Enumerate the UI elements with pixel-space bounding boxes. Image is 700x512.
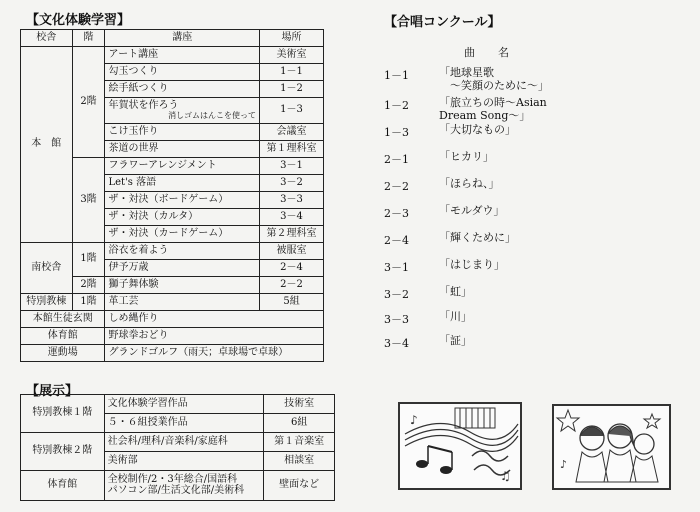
- svg-text:♪: ♪: [560, 458, 568, 471]
- course-cell: フラワーアレンジメント: [105, 158, 260, 175]
- song-title: 「ほらね、」: [439, 177, 500, 190]
- exhibit-item: 文化体験学習作品: [104, 395, 264, 414]
- place-cell: 2－2: [260, 277, 324, 294]
- place-cell: 美術室: [260, 47, 324, 64]
- building-tokubetsu: 特別教棟: [21, 294, 73, 311]
- exhibit-room: 相談室: [264, 452, 335, 471]
- song-number: 2－4: [384, 234, 409, 247]
- exhibit-place: 特別教棟１階: [21, 395, 105, 433]
- song-number: 1－2: [384, 99, 409, 112]
- song-number: 3－2: [384, 288, 409, 301]
- music-illustration-svg: [400, 404, 520, 488]
- exhibit-item: 社会科/理科/音楽科/家庭科: [104, 433, 264, 452]
- exhibit-item: ５・６組授業作品: [104, 414, 264, 433]
- exhibit-item-line1: 全校制作/2・3年総合/国語科: [107, 474, 238, 485]
- location-gym: 体育館: [21, 328, 105, 345]
- table-row: [21, 311, 324, 328]
- place-cell: 1－1: [260, 64, 324, 81]
- table-row: [21, 47, 324, 64]
- song-title: 「虹」: [439, 285, 472, 298]
- place-cell: 2－4: [260, 260, 324, 277]
- song-title: 「はじまり」: [439, 258, 505, 271]
- place-cell: 1－3: [260, 98, 324, 124]
- table-row: [21, 294, 324, 311]
- place-cell: 3－4: [260, 209, 324, 226]
- place-cell: 会議室: [260, 124, 324, 141]
- song-title-line2: ～笑顔のために～」: [439, 78, 549, 92]
- course-cell: こけ玉作り: [105, 124, 260, 141]
- exhibit-room: 6組: [264, 414, 335, 433]
- place-cell: 第２理科室: [260, 226, 324, 243]
- floor-2f-nankou: 2階: [72, 277, 105, 294]
- song-title: 「川」: [439, 310, 472, 323]
- song-number: 2－3: [384, 207, 409, 220]
- song-number: 3－1: [384, 261, 409, 274]
- course-cell: ザ・対決（カルタ）: [105, 209, 260, 226]
- course-cell: 茶道の世界: [105, 141, 260, 158]
- building-nankou: 南校舎: [21, 243, 73, 294]
- course-cell: しめ縄作り: [105, 311, 324, 328]
- singers-illustration: [552, 404, 671, 490]
- song-number: 1－3: [384, 126, 409, 139]
- song-number: 3－3: [384, 313, 409, 326]
- floor-1f: 1階: [72, 243, 105, 277]
- table-row: [21, 328, 324, 345]
- course-cell: 革工芸: [105, 294, 260, 311]
- song-number: 1－1: [384, 69, 409, 82]
- floor-3f: 3階: [72, 158, 105, 243]
- song-title: 「モルダウ」: [439, 204, 505, 217]
- exhibit-section-title: 【展示】: [26, 384, 79, 399]
- course-cell: Let's 落語: [105, 175, 260, 192]
- header-course: 講座: [105, 30, 260, 47]
- culture-header-row: [21, 30, 324, 47]
- culture-section-title: 【文化体験学習】: [26, 13, 131, 28]
- song-title-line2: Dream Song～」: [439, 108, 531, 122]
- place-cell: 第１理科室: [260, 141, 324, 158]
- exhibit-table: [20, 394, 335, 501]
- exhibit-room: 技術室: [264, 395, 335, 414]
- exhibit-item-multiline: [104, 471, 264, 501]
- course-cell: 浴衣を着よう: [105, 243, 260, 260]
- course-cell: 絵手紙つくり: [105, 81, 260, 98]
- course-cell: グランドゴルフ（雨天；卓球場で卓球）: [105, 345, 324, 362]
- svg-text:♫: ♫: [500, 469, 511, 483]
- song-title: 「輝くために」: [439, 231, 516, 244]
- table-row: [21, 433, 335, 452]
- table-row: [21, 471, 335, 501]
- song-title: 「大切なもの」: [439, 123, 516, 136]
- singers-illustration-svg: [554, 406, 669, 488]
- course-cell: 野球拳おどり: [105, 328, 324, 345]
- course-cell: ザ・対決（ボードゲーム）: [105, 192, 260, 209]
- table-row: [21, 345, 324, 362]
- song-title: 「証」: [439, 334, 472, 347]
- place-cell: 被服室: [260, 243, 324, 260]
- place-cell: 5組: [260, 294, 324, 311]
- header-building: 校舎: [21, 30, 73, 47]
- song-title: 「ヒカリ」: [439, 150, 494, 163]
- location-field: 運動場: [21, 345, 105, 362]
- course-cell-with-note: [105, 98, 260, 124]
- song-title: [439, 67, 549, 92]
- exhibit-item: 美術部: [104, 452, 264, 471]
- song-number: 3－4: [384, 337, 409, 350]
- course-cell: 勾玉つくり: [105, 64, 260, 81]
- location-genkan: 本館生徒玄関: [21, 311, 105, 328]
- music-notes-illustration: [398, 402, 522, 490]
- exhibit-place: 特別教棟２階: [21, 433, 105, 471]
- song-title-line1: 「旅立ちの時～Asian: [439, 96, 547, 109]
- table-row: [21, 395, 335, 414]
- exhibit-room: 壁面など: [264, 471, 335, 501]
- exhibit-room: 第１音楽室: [264, 433, 335, 452]
- place-cell: 3－3: [260, 192, 324, 209]
- place-cell: 3－1: [260, 158, 324, 175]
- course-cell: 伊予万歳: [105, 260, 260, 277]
- course-note: 消しゴムはんこを使って: [168, 110, 257, 120]
- exhibit-item-line2: パソコン部/生活文化部/美術科: [107, 484, 245, 496]
- song-number: 2－1: [384, 153, 409, 166]
- floor-1f-tokubetsu: 1階: [72, 294, 105, 311]
- culture-table: [20, 29, 324, 362]
- song-title: [439, 97, 547, 122]
- song-title-line1: 「地球星歌: [439, 66, 494, 79]
- table-row: [21, 243, 324, 260]
- place-cell: 1－2: [260, 81, 324, 98]
- course-label: 年賀状を作ろう: [108, 100, 179, 112]
- course-cell: ザ・対決（カードゲーム）: [105, 226, 260, 243]
- svg-text:♪: ♪: [410, 413, 418, 427]
- chorus-section-title: 【合唱コンクール】: [384, 15, 501, 30]
- header-place: 場所: [260, 30, 324, 47]
- course-cell: アート講座: [105, 47, 260, 64]
- floor-2f: 2階: [72, 47, 105, 158]
- building-honkan: 本 館: [21, 47, 73, 243]
- exhibit-place: 体育館: [21, 471, 105, 501]
- song-number: 2－2: [384, 180, 409, 193]
- course-cell: 獅子舞体験: [105, 277, 260, 294]
- song-column-title: 曲 名: [464, 46, 515, 59]
- place-cell: 3－2: [260, 175, 324, 192]
- header-floor: 階: [72, 30, 105, 47]
